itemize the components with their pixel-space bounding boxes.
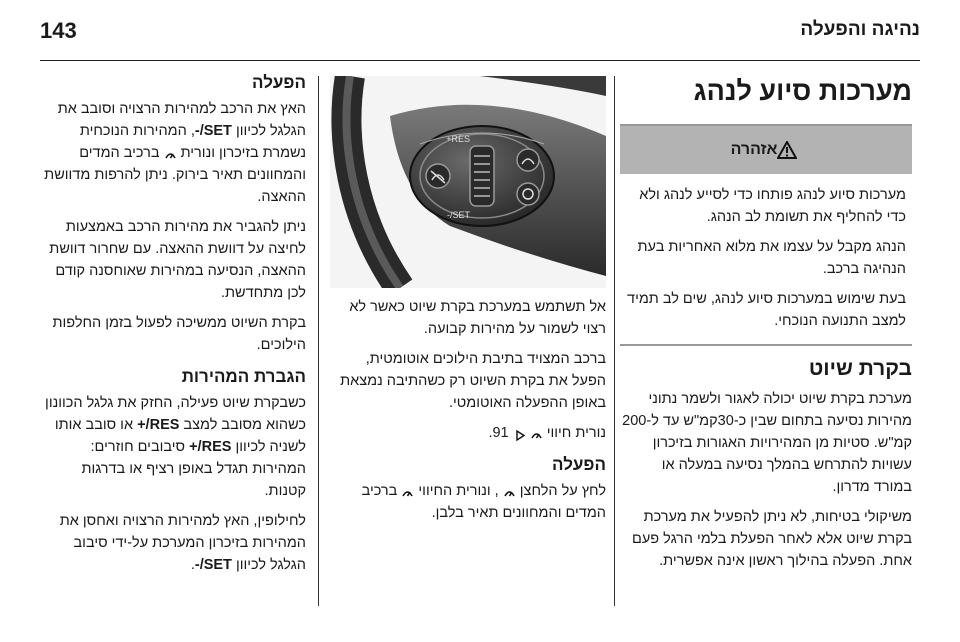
steering-wheel-illustration — [330, 76, 606, 288]
running-title: נהיגה והפעלה — [800, 19, 920, 40]
text-fragment: לחץ על הלחצן — [519, 483, 606, 499]
warning-paragraph: הנהג מקבל על עצמו את מלוא האחריות בעת הנהיגה ברכב. — [637, 239, 906, 277]
body-paragraph — [330, 480, 606, 524]
text-fragment: ברכיב המדים והמחוונים תאיר בירוק. ניתן להרפות מדוושת ההאצה. — [44, 145, 306, 205]
text-fragment: או סובב אותו לשניה לכיוון — [54, 417, 306, 455]
warning-paragraph: מערכות סיוע לנהג פותחו כדי לסייע לנהג ולא כדי להחליף את תשומת לב הנהג. — [639, 187, 906, 225]
warning-triangle-icon — [777, 141, 797, 159]
page-number: 143 — [40, 18, 77, 43]
cruise-indicator-icon — [401, 485, 414, 498]
page-reference: 91. — [488, 425, 509, 441]
cruise-indicator-icon — [164, 147, 177, 160]
text-fragment: סיבובים חוזרים: המהירות תגדל באופן רציף או בדרגות קטנות. — [81, 439, 306, 499]
text-fragment: , המהירות הנוכחית נשמרת בזיכרון ונורית — [79, 123, 306, 161]
cruise-indicator-icon — [530, 427, 543, 440]
body-paragraph: ברכב המצויד בתיבת הילוכים אוטומטית, הפעל את בקרת השיוט רק כשהתיבה נמצאת באופן ההפעלה האוטומטי. — [340, 351, 606, 411]
header-rule — [40, 60, 920, 61]
right-column — [620, 72, 912, 580]
column-divider-left — [318, 76, 319, 606]
cruise-control-heading: בקרת שיוט — [808, 357, 912, 380]
res-label-inline: RES/+ — [189, 439, 232, 455]
text-fragment: לחילופין, האץ למהירות הרצויה ואחסן את המהירות בזיכרון המערכת על-ידי סיבוב הגלגל לכיוון — [59, 513, 306, 573]
warning-body — [620, 174, 912, 344]
warning-paragraph: בעת שימוש במערכות סיוע לנהג, שים לב תמיד למצב התנועה הנוכחי. — [627, 291, 906, 329]
section-title: מערכות סיוע לנהג — [693, 76, 912, 106]
body-paragraph — [40, 98, 306, 208]
body-paragraph: משיקולי בטיחות, לא ניתן להפעיל את מערכת בקרת שיוט אלא לאחר הפעלת בלמי הרגל פעם אחת. הפעלה בהילוך ראשון אינה אפשרית. — [632, 509, 912, 569]
body-paragraph: בקרת השיוט ממשיכה לפעול בזמן החלפות הילוכים. — [52, 315, 306, 353]
text-fragment: ברכיב המדים והמחוונים תאיר בלבן. — [361, 483, 606, 521]
body-paragraph: אל תשתמש במערכת בקרת שיוט כאשר לא רצוי לשמור על מהירות קבועה. — [349, 299, 606, 337]
body-paragraph — [40, 510, 306, 576]
activation-heading: הפעלה — [252, 73, 306, 92]
set-label-inline: SET/- — [194, 123, 232, 139]
indicator-reference — [330, 422, 606, 444]
res-label-inline: RES/+ — [137, 417, 180, 433]
steering-wheel-figure — [330, 76, 606, 288]
warning-box — [620, 124, 912, 346]
middle-column — [330, 76, 606, 532]
set-label: SET/- — [446, 210, 470, 220]
text-fragment: כשבקרת שיוט פעילה, החזק את גלגל הכוונון כשהוא מסובב למצב — [45, 395, 306, 433]
page-header — [40, 18, 920, 50]
column-divider-right — [614, 76, 615, 606]
page-reference-icon — [513, 427, 526, 440]
body-paragraph: ניתן להגביר את מהירות הרכב באמצעות לחיצה על דוושת ההאצה. עם שחרור דוושת ההאצה, הנסיעה במהירות שאוחסנה קודם לכן מתחדשת. — [49, 219, 306, 301]
warning-header — [620, 126, 912, 174]
left-column — [40, 72, 306, 584]
text-fragment: האץ את הרכב למהירות הרצויה וסובב את הגלגל לכיוון — [57, 101, 306, 139]
res-label: RES+ — [446, 134, 470, 144]
warning-title: אזהרה — [730, 141, 778, 158]
increase-speed-heading: הגברת המהירות — [181, 367, 306, 386]
set-label-inline: SET/- — [194, 557, 232, 573]
text-fragment: , ונורית החיווי — [418, 483, 499, 499]
body-paragraph — [40, 392, 306, 502]
indicator-text: נורית חיווי — [546, 425, 606, 441]
body-paragraph: מערכת בקרת שיוט יכולה לאגור ולשמר נתוני מהירות נסיעה בתחום שבין כ-30קמ"ש עד ל-200 קמ"ש. סטיות מן המהירויות האגורות בזיכרון עשויות להתרחש בהמלך נסיעה במעלה או במורד מדרון. — [622, 391, 912, 495]
text-fragment: . — [190, 557, 195, 573]
cruise-button-icon — [503, 485, 516, 498]
activation-heading: הפעלה — [552, 455, 606, 474]
